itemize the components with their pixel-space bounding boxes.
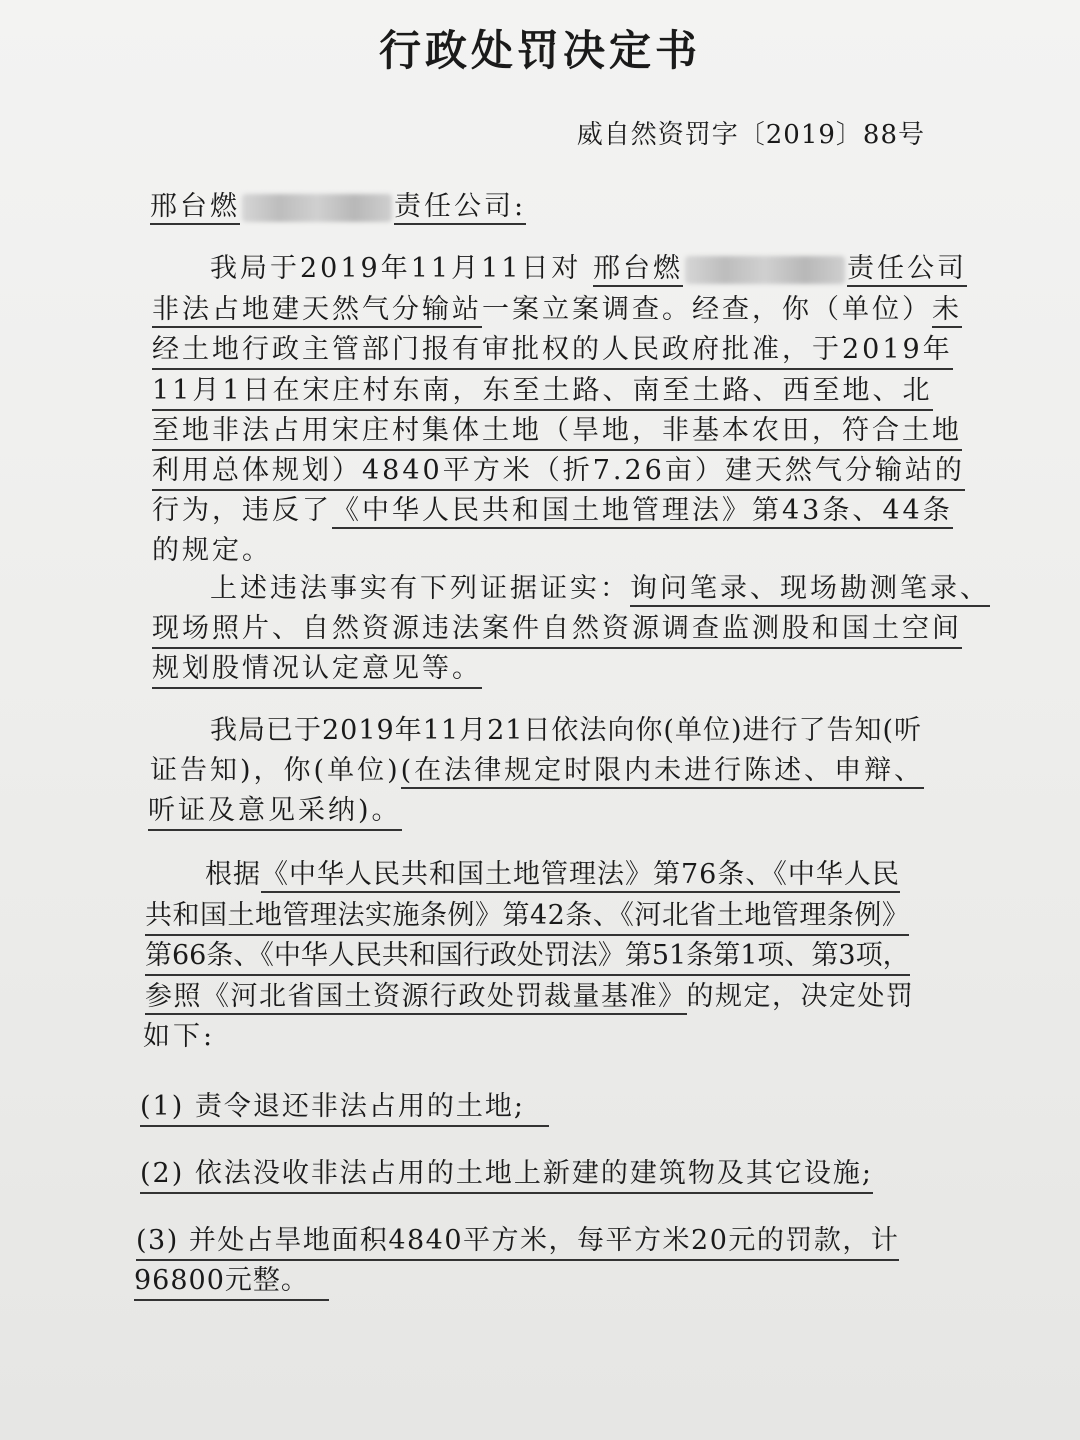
p1-case-name: 非法占地建天然气分输站 [152,294,482,328]
p2-text: 上述违法事实有下列证据证实： [210,573,630,604]
p3-statement: (在法律规定时限内未进行陈述、申辩、 [401,755,925,789]
penalty-item-2: (2) 依法没收非法占用的土地上新建的建筑物及其它设施; [140,1157,873,1194]
penalty-item-3: (3) 并处占旱地面积4840平方米，每平方米20元的罚款，计 [136,1224,899,1261]
p1-line-4: 11月1日在宋庄村东南，东至土路、南至土路、西至地、北 [152,374,933,411]
p4-line-1 [205,858,900,892]
p1-text: 未 [932,294,962,328]
p4-line-4 [145,980,915,1014]
p1-law-citation: 《中华人民共和国土地管理法》第43条、44条 [332,495,953,529]
addressee-prefix: 邢台燃 [150,191,240,225]
addressee-line [150,190,526,224]
p1-text: 一案立案调查。经查，你（单位） [482,294,932,325]
p1-text: 行为，违反了 [152,495,332,526]
p2-evidence: 询问笔录、现场勘测笔录、 [630,573,990,607]
p2-line-2: 现场照片、自然资源违法案件自然资源调查监测股和国土空间 [152,612,962,649]
p4-law-citation: 《中华人民共和国土地管理法》第76条、《中华人民 [261,859,900,893]
redaction-blur [242,194,392,222]
p1-line-5: 至地非法占用宋庄村集体土地（旱地，非基本农田，符合土地 [152,414,962,451]
p1-text: 我局于2019年11月11日对 [210,253,582,284]
p3-line-1: 我局已于2019年11月21日依法向你(单位)进行了告知(听 [210,715,923,746]
p3-text: 证告知)，你(单位) [150,755,401,786]
p2-line-1 [210,572,990,606]
p1-company-prefix: 邢台燃 [593,253,683,287]
penalty-item-1: (1) 责令退还非法占用的土地; [140,1090,549,1127]
p3-line-3: 听证及意见采纳)。 [148,794,402,831]
p1-line-7 [152,494,953,528]
p1-line-3: 经土地行政主管部门报有审批权的人民政府批准，于2019年 [152,333,953,370]
p1-line-8: 的规定。 [152,535,272,566]
document-title: 行政处罚决定书 [378,26,701,75]
p4-line-2: 共和国土地管理法实施条例》第42条、《河北省土地管理条例》 [145,899,909,936]
p4-line-5: 如下: [143,1021,216,1052]
penalty-item-3-amount: 96800元整。 [134,1264,329,1301]
p3-line-2 [150,754,924,788]
addressee-suffix: 责任公司: [394,191,526,225]
p1-line-2 [152,293,962,327]
p1-line-1 [210,252,967,286]
p4-text: 根据 [205,859,261,890]
p4-line-3: 第66条、《中华人民共和国行政处罚法》第51条第1项、第3项， [145,939,910,976]
p1-line-6: 利用总体规划）4840平方米（折7.26亩）建天然气分输站的 [152,454,965,491]
document-number: 威自然资罚字〔2019〕88号 [576,120,925,150]
p4-regulation: 参照《河北省国土资源行政处罚裁量基准》 [145,981,687,1015]
p1-company-suffix: 责任公司 [847,253,967,287]
redaction-blur [685,256,845,284]
p4-text: 的规定，决定处罚 [686,981,915,1012]
p2-line-3: 规划股情况认定意见等。 [152,652,482,689]
